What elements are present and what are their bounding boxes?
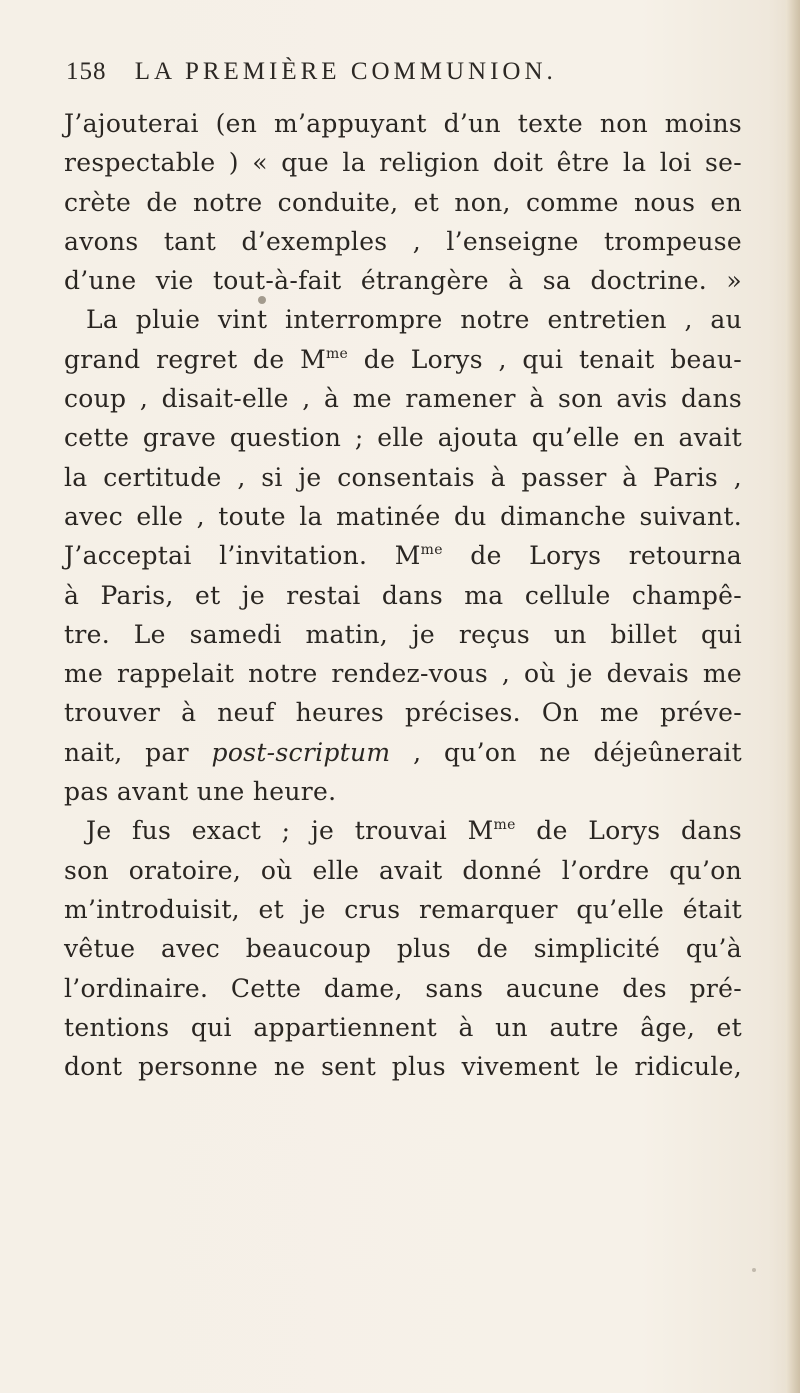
text-line: J’acceptai l’invitation. $M^{me}$ de Lorys retourna	[64, 541, 743, 571]
text-line: vêtue avec beaucoup plus de simplicité qu’à	[64, 934, 742, 964]
text-line: me rappelait notre rendez-vous , où je devais me	[64, 659, 742, 689]
text-line: son oratoire, où elle avait donné l’ordre qu’on	[64, 855, 742, 885]
text-line: respectable ) « que la religion doit être la loi se-	[64, 148, 742, 178]
text-line: nait, par post-scriptum , qu’on ne déjeûnerait	[64, 737, 742, 767]
text-line: tre. Le samedi matin, je reçus un billet qui	[64, 619, 742, 649]
text-line: coup , disait-elle , à me ramener à son avis dans	[64, 384, 742, 414]
body-text	[64, 104, 742, 1086]
text-line: grand regret de $M^{me}$ de Lorys , qui tenait beau-	[64, 344, 743, 374]
paragraph-start-line: La pluie vint interrompre notre entretien , au	[86, 305, 742, 335]
text-line: trouver à neuf heures précises. On me préve-	[64, 698, 742, 728]
page-number: 158	[66, 58, 107, 85]
text-line: tentions qui appartiennent à un autre âge, et	[64, 1012, 742, 1042]
text-line: cette grave question ; elle ajouta qu’elle en avait	[64, 423, 742, 453]
text-line: l’ordinaire. Cette dame, sans aucune des pré-	[64, 973, 742, 1003]
text-line: d’une vie tout-à-fait étrangère à sa doctrine. »	[64, 266, 742, 296]
text-line: m’introduisit, et je crus remarquer qu’elle était	[64, 894, 742, 924]
running-title: LA PREMIÈRE COMMUNION.	[134, 58, 557, 85]
paragraph-end-line: pas avant une heure.	[64, 777, 337, 807]
text-line: avons tant d’exemples , l’enseigne trompeuse	[64, 226, 742, 256]
paragraph-start-line: Je fus exact ; je trouvai $M^{me}$ de Lorys dans	[86, 816, 742, 846]
ink-speck	[258, 296, 266, 304]
running-header	[66, 58, 766, 98]
text-line: à Paris, et je restai dans ma cellule champê-	[64, 580, 742, 610]
text-line: crète de notre conduite, et non, comme nous en	[64, 187, 742, 217]
text-line: dont personne ne sent plus vivement le ridicule,	[64, 1052, 742, 1082]
text-line: la certitude , si je consentais à passer à Paris ,	[64, 462, 742, 492]
text-line: J’ajouterai (en m’appuyant d’un texte non moins	[64, 109, 742, 138]
page-edge	[786, 0, 800, 1393]
text-line: avec elle , toute la matinée du dimanche suivant.	[64, 501, 742, 531]
italic-phrase: post-scriptum	[211, 737, 391, 767]
ink-speck	[752, 1268, 756, 1272]
